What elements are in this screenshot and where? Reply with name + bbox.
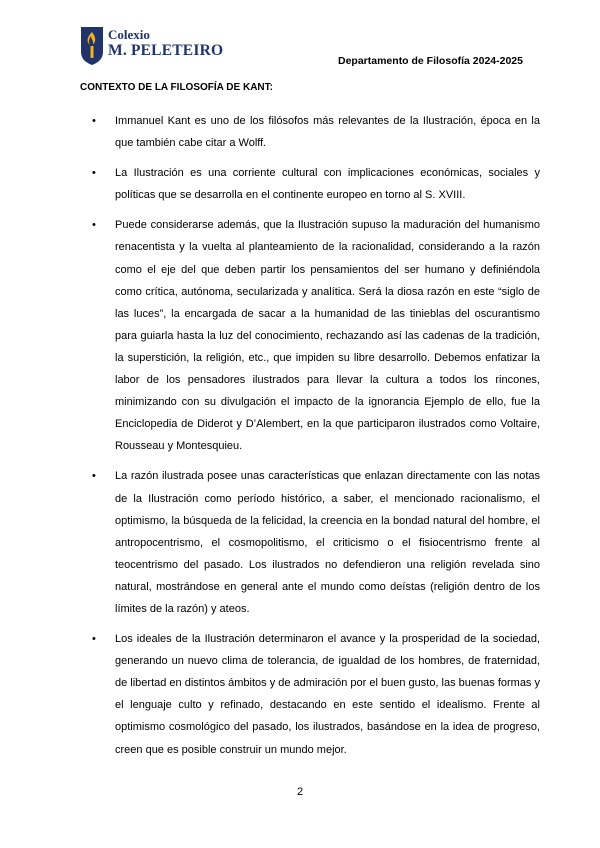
bullet-icon: • [92,167,96,180]
bullet-icon: • [92,115,96,127]
bullet-list [80,110,540,769]
list-item-text: Immanuel Kant es uno de los filósofos más relevantes de la Ilustración, época en la que también cabe citar a Wolff. [115,115,540,150]
list-item [80,214,540,457]
list-item-text: La razón ilustrada posee unas características que enlazan directamente con las notas de la Ilustración como período histórico, a saber, el mencionado racionalismo, el optimismo, la búsqueda de la felicidad, la creencia en la bondad natural del hombre, el antropocentrismo, el cosmopolitismo, el criticismo o el fisiocentrismo frente al teocentrismo del pasado. Los ilustrados no defendieron una religión revelada sino natural, mostrándose en general ante el mundo como deístas (religión dentro de los límites de la razón) y ateos. [115,470,540,615]
school-logo [80,26,224,68]
list-item [80,465,540,620]
logo-line-2: M. PELETEIRO [108,42,224,59]
bullet-icon: • [92,470,96,483]
list-item [80,628,540,761]
logo-line-1: Colexio [108,27,150,42]
list-item [80,162,540,206]
bullet-icon: • [92,219,96,232]
page-number: 2 [296,786,304,798]
list-item-text: Los ideales de la Ilustración determinaron el avance y la prosperidad de la sociedad, generando un nuevo clima de tolerancia, de igualdad de los hombres, de fraternidad, de libertad en distintos ámbitos y de admiración por el buen gusto, las buenas formas y el lenguaje culto y refinado, destacando en este sentido el idealismo. Frente al optimismo cosmológico del pasado, los ilustrados, basándose en la idea de progreso, creen que es posible construir un mundo mejor. [115,633,540,756]
section-title: CONTEXTO DE LA FILOSOFÍA DE KANT: [80,82,273,93]
list-item-text: Puede considerarse además, que la Ilustración supuso la maduración del humanismo renacentista y la vuelta al planteamiento de la racionalidad, considerando a la razón como el eje del que deben partir los pensamientos del ser humano y definiéndola como crítica, autónoma, secularizada y analítica. Será la diosa razón en este “siglo de las luces”, la encargada de sacar a la humanidad de las tinieblas del oscurantismo para guiarla hasta la luz del conocimiento, rechazando así las cadenas de la tradición, la superstición, la religión, etc., que impiden su libre desarrollo. Debemos enfatizar la labor de los pensadores ilustrados para llevar la cultura a todos los rincones, minimizando con su divulgación el impacto de la ignorancia Ejemplo de ello, fue la Enciclopedia de Diderot y D’Alembert, en la que participaron ilustrados como Voltaire, Rousseau y Montesquieu. [115,219,540,453]
list-item [80,110,540,154]
list-item-text: La Ilustración es una corriente cultural con implicaciones económicas, sociales y políticas que se desarrolla en el continente europeo en torno al S. XVIII. [115,167,540,202]
torch-shield-icon [80,26,104,66]
department-header: Departamento de Filosofía 2024-2025 [338,55,523,67]
bullet-icon: • [92,633,96,646]
